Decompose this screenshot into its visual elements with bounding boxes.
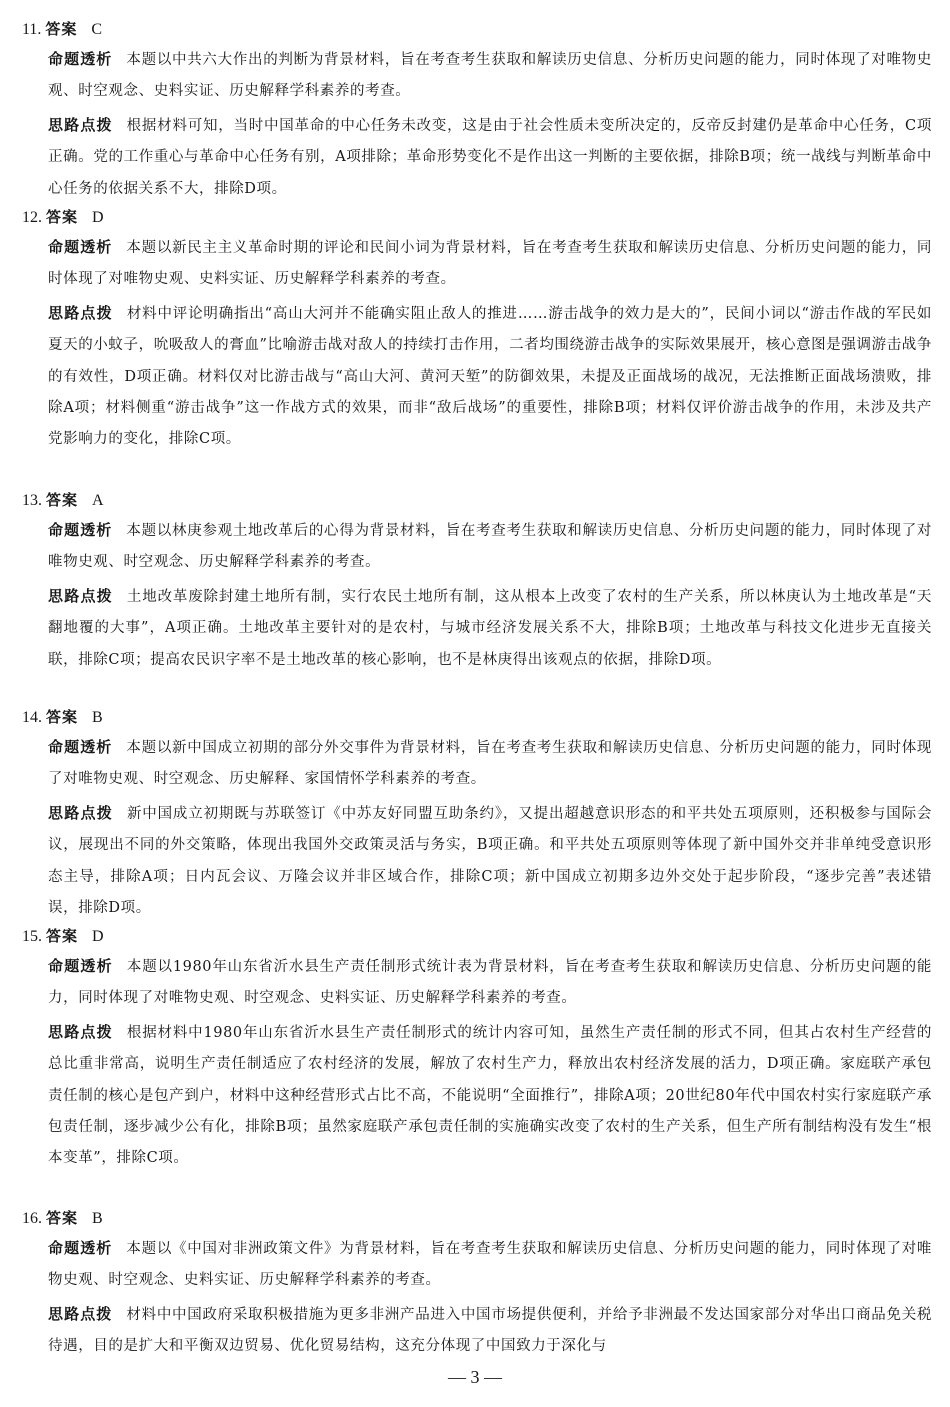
answer-label: 答案 [45,20,78,38]
hint-text: 根据材料可知，当时中国革命的中心任务未改变，这是由于社会性质未变所决定的，反帝反封建仍是革命中心任务，C项正确。党的工作重心与革命中心任务有别，A项排除；革命形势变化不是作出这一判断的主要依据，排除B项；统一战线与判断革命中心任务的依据关系不大，排除D项。 [48,117,932,197]
hint-text: 新中国成立初期既与苏联签订《中苏友好同盟互助条约》，又提出超越意识形态的和平共处五项原则，还积极参与国际会议，展现出不同的外交策略，体现出我国外交政策灵活与务实，B项正确。和平共处五项原则等体现了新中国外交并非单纯受意识形态主导，排除A项；日内瓦会议、万隆会议并非区域合作，排除C项；新中国成立初期多边外交处于起步阶段，“逐步完善”表述错误，排除D项。 [48,805,932,917]
answer-value: C [91,21,103,38]
hint-label: 思路点拨 [48,115,113,134]
question-header [22,702,934,732]
answer-value: B [92,1210,103,1227]
answer-value: B [92,709,103,726]
question-number: 15. [22,928,42,945]
question-16 [22,1203,934,1363]
question-number: 12. [22,209,42,226]
answer-label: 答案 [46,927,79,945]
question-13 [22,485,934,676]
question-number: 13. [22,492,42,509]
question-number: 14. [22,709,42,726]
analysis-text: 本题以新民主主义革命时期的评论和民间小词为背景材料，旨在考查考生获取和解读历史信息、分析历史问题的能力，同时体现了对唯物史观、史料实证、历史解释学科素养的考查。 [48,240,932,288]
analysis-label: 命题透析 [48,50,113,68]
page-number: — 3 — [448,1367,502,1387]
hint-paragraph [48,798,932,925]
question-11 [22,14,934,205]
question-number: 11. [22,21,42,38]
hint-label: 思路点拨 [48,803,113,822]
analysis-text: 本题以中共六大作出的判断为背景材料，旨在考查考生获取和解读历史信息、分析历史问题的能力，同时体现了对唯物史观、时空观念、史料实证、历史解释学科素养的考查。 [48,52,932,100]
analysis-label: 命题透析 [48,238,113,256]
question-15 [22,921,934,1175]
question-14 [22,702,934,924]
analysis-text: 本题以林庚参观土地改革后的心得为背景材料，旨在考查考生获取和解读历史信息、分析历史问题的能力，同时体现了对唯物史观、时空观念、历史解释学科素养的考查。 [48,523,932,571]
question-header [22,1203,934,1233]
analysis-paragraph [48,515,932,579]
question-header [22,485,934,515]
analysis-paragraph [48,44,932,108]
hint-paragraph [48,581,932,676]
hint-label: 思路点拨 [48,1304,113,1323]
hint-paragraph [48,298,932,456]
analysis-label: 命题透析 [48,957,113,975]
hint-paragraph [48,1017,932,1175]
question-12 [22,202,934,456]
analysis-paragraph [48,1233,932,1297]
answer-label: 答案 [46,1209,79,1227]
hint-label: 思路点拨 [48,1022,113,1041]
answer-label: 答案 [46,208,79,226]
question-header [22,921,934,951]
answer-label: 答案 [46,491,79,509]
answer-value: D [92,209,104,226]
analysis-text: 本题以新中国成立初期的部分外交事件为背景材料，旨在考查考生获取和解读历史信息、分析历史问题的能力，同时体现了对唯物史观、时空观念、历史解释、家国情怀学科素养的考查。 [48,740,932,788]
analysis-text: 本题以1980年山东省沂水县生产责任制形式统计表为背景材料，旨在考查考生获取和解读历史信息、分析历史问题的能力，同时体现了对唯物史观、时空观念、史料实证、历史解释学科素养的考查。 [48,959,932,1007]
analysis-text: 本题以《中国对非洲政策文件》为背景材料，旨在考查考生获取和解读历史信息、分析历史问题的能力，同时体现了对唯物史观、时空观念、史料实证、历史解释学科素养的考查。 [48,1241,932,1289]
hint-text: 材料中中国政府采取积极措施为更多非洲产品进入中国市场提供便利，并给予非洲最不发达国家部分对华出口商品免关税待遇，目的是扩大和平衡双边贸易、优化贸易结构，这充分体现了中国致力于深化与 [48,1306,932,1355]
hint-label: 思路点拨 [48,586,113,605]
analysis-paragraph [48,232,932,296]
hint-text: 材料中评论明确指出“高山大河并不能确实阻止敌人的推进……游击战争的效力是大的”，民间小词以“游击作战的军民如夏天的小蚊子，吮吸敌人的膏血”比喻游击战对敌人的持续打击作用，二者均围绕游击战争的实际效果展开，核心意图是强调游击战争的有效性，D项正确。材料仅对比游击战与“高山大河、黄河天堑”的防御效果，未提及正面战场的战况，无法推断正面战场溃败，排除A项；材料侧重“游击战争”这一作战方式的效果，而非“敌后战场”的重要性，排除B项；材料仅评价游击战争的作用，未涉及共产党影响力的变化，排除C项。 [48,305,932,448]
answer-value: A [92,492,104,509]
analysis-label: 命题透析 [48,738,113,756]
answer-value: D [92,928,104,945]
analysis-label: 命题透析 [48,521,113,539]
hint-paragraph [48,1299,932,1363]
question-number: 16. [22,1210,42,1227]
analysis-paragraph [48,732,932,796]
hint-label: 思路点拨 [48,303,113,322]
answer-label: 答案 [46,708,79,726]
question-header [22,14,934,44]
question-header [22,202,934,232]
hint-text: 土地改革废除封建土地所有制，实行农民土地所有制，这从根本上改变了农村的生产关系，所以林庚认为土地改革是“天翻地覆的大事”，A项正确。土地改革主要针对的是农村，与城市经济发展关系不大，排除B项；土地改革与科技文化进步无直接关联，排除C项；提高农民识字率不是土地改革的核心影响，也不是林庚得出该观点的依据，排除D项。 [48,588,932,668]
analysis-label: 命题透析 [48,1239,113,1257]
hint-text: 根据材料中1980年山东省沂水县生产责任制形式的统计内容可知，虽然生产责任制的形式不同，但其占农村生产经营的总比重非常高，说明生产责任制适应了农村经济的发展，解放了农村生产力，释放出农村经济发展的活力，D项正确。家庭联产承包责任制的核心是包产到户，材料中这种经营形式占比不高，不能说明“全面推行”，排除A项；20世纪80年代中国农村实行家庭联产承包责任制，逐步减少公有化，排除B项；虽然家庭联产承包责任制的实施确实改变了农村的生产关系，但生产所有制结构没有发生“根本变革”，排除C项。 [48,1024,932,1167]
hint-paragraph [48,110,932,205]
analysis-paragraph [48,951,932,1015]
